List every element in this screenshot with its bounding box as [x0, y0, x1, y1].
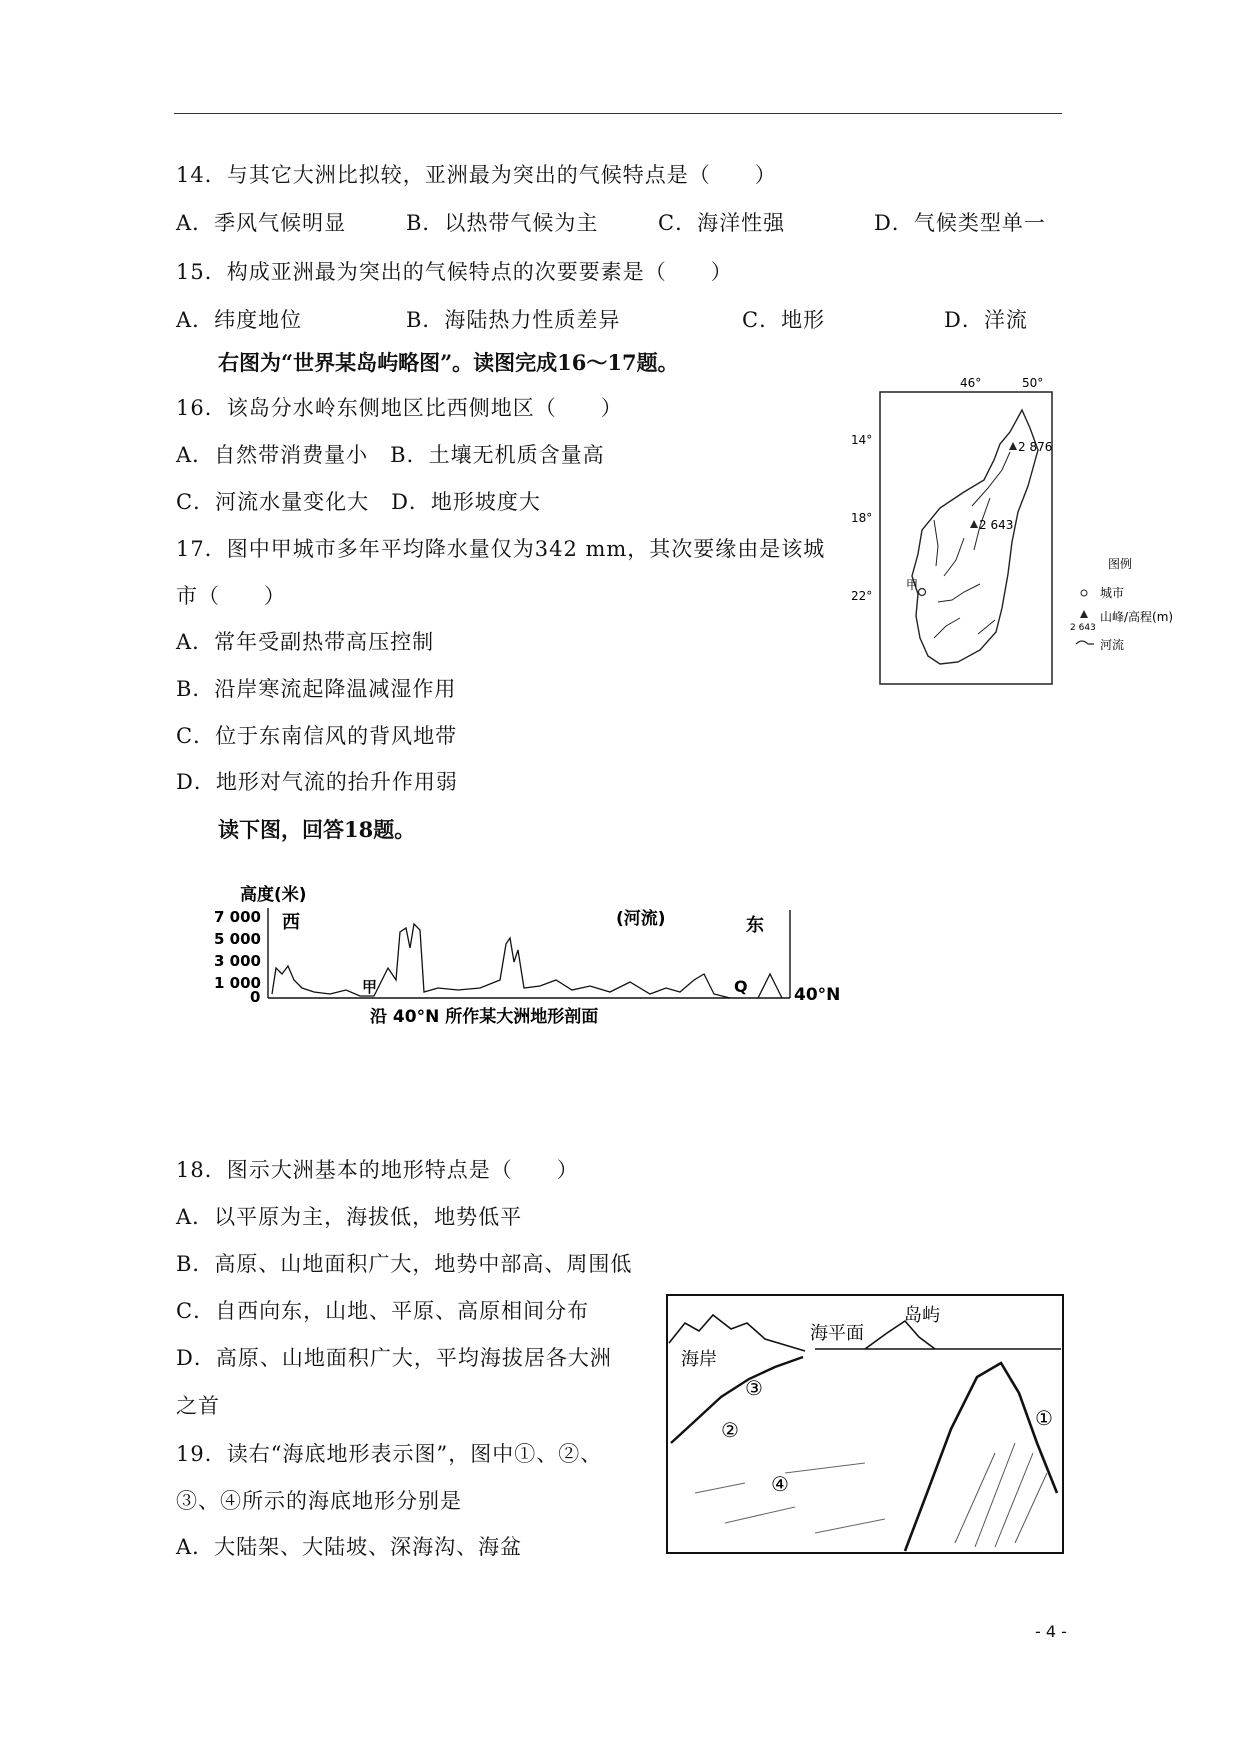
intro-16-17: 右图为“世界某岛屿略图”。读图完成16～17题。	[218, 350, 679, 375]
q19-stem-line1: 19．读右“海底地形表示图”，图中①、②、	[176, 1442, 603, 1466]
q15-option-d: D．洋流	[944, 308, 1028, 332]
terrain-profile-line	[272, 924, 730, 998]
q17-option-b: B．沿岸寒流起降温减湿作用	[176, 677, 457, 701]
lat-label-18: 18°	[851, 511, 873, 525]
intro-18: 读下图，回答18题。	[218, 817, 416, 842]
profile-caption: 沿 40°N 所作某大洲地形剖面	[370, 1007, 599, 1027]
lat-label-22: 22°	[851, 589, 873, 603]
island-map-figure	[851, 370, 1174, 690]
peak-1-marker	[1009, 442, 1017, 450]
peak-2-elev: 2 643	[979, 518, 1014, 532]
city-jia-marker	[919, 589, 926, 596]
q15-option-a: A．纬度地位	[176, 308, 303, 332]
marker-1: ①	[1035, 1406, 1053, 1430]
q14-option-c: C．海洋性强	[658, 211, 786, 235]
q18-option-a: A．以平原为主，海拔低，地势低平	[176, 1205, 523, 1229]
q16-options-cd: C．河流水量变化大 D．地形坡度大	[176, 490, 541, 514]
q18-option-c: C．自西向东，山地、平原、高原相间分布	[176, 1299, 590, 1323]
terrain-profile-figure	[210, 870, 860, 1027]
q14-option-b: B．以热带气候为主	[406, 211, 599, 235]
river-4	[938, 584, 980, 602]
q14-stem: 14．与其它大洲比拟较，亚洲最为突出的气候特点是（ ）	[176, 163, 777, 187]
q17-stem-line1: 17．图中甲城市多年平均降水量仅为342 mm，其次要缘由是该城	[176, 537, 826, 561]
lat-label-14: 14°	[851, 433, 873, 447]
map-frame	[880, 392, 1052, 684]
q15-option-c: C．地形	[742, 308, 826, 332]
legend-peak-label: 山峰/高程(m)	[1100, 610, 1174, 624]
q15-option-b: B．海陆热力性质差异	[406, 308, 621, 332]
q19-stem-line2: ③、④所示的海底地形分别是	[176, 1489, 462, 1513]
lon-label-46: 46°	[960, 376, 982, 390]
lon-label-50: 50°	[1022, 376, 1044, 390]
river-6	[934, 520, 938, 566]
sea-level-label: 海平面	[810, 1323, 864, 1344]
legend-peak-icon	[1080, 610, 1088, 618]
q16-stem: 16．该岛分水岭东侧地区比西侧地区（ ）	[176, 396, 623, 420]
island-label: 岛屿	[904, 1305, 940, 1326]
peak-1-elev: 2 876	[1018, 440, 1053, 454]
q17-option-a: A．常年受副热带高压控制	[176, 630, 435, 654]
legend-river-label: 河流	[1100, 638, 1125, 652]
profile-river-label: (河流)	[616, 909, 666, 929]
q15-stem: 15．构成亚洲最为突出的气候特点的次要要素是（ ）	[176, 260, 733, 284]
q16-options-ab: A．自然带消费量小 B．土壤无机质含量高	[176, 443, 605, 467]
coast-label: 海岸	[681, 1349, 717, 1370]
profile-ylabel: 高度(米)	[240, 885, 307, 905]
terrain-east-peak	[758, 974, 782, 998]
legend-city-label: 城市	[1100, 586, 1125, 600]
ytick-5000: 5 000	[214, 930, 261, 948]
profile-west-label: 西	[282, 912, 300, 933]
q18-option-d-line1: D．高原、山地面积广大，平均海拔居各大洲	[176, 1346, 612, 1370]
river-7	[978, 620, 995, 634]
legend-city-icon	[1081, 590, 1087, 596]
q17-stem-line2: 市（ ）	[176, 584, 286, 608]
q14-option-a: A．季风气候明显	[176, 211, 347, 235]
profile-east-label: 东	[746, 915, 764, 936]
city-jia-label: 甲	[906, 578, 919, 592]
profile-q-label: Q	[734, 977, 748, 996]
marker-2: ②	[721, 1418, 739, 1442]
q19-option-a: A．大陆架、大陆坡、深海沟、海盆	[176, 1535, 523, 1559]
profile-lat-label: 40°N	[794, 985, 841, 1005]
q14-option-d: D．气候类型单一	[874, 211, 1046, 235]
legend-title: 图例	[1108, 557, 1133, 571]
river-5	[934, 618, 960, 638]
q17-option-d: D．地形对气流的抬升作用弱	[176, 770, 458, 794]
profile-jia-label: 甲	[362, 978, 378, 996]
ytick-0: 0	[250, 988, 261, 1006]
seafloor-diagram	[665, 1293, 1065, 1557]
legend-river-icon	[1076, 641, 1094, 644]
ytick-1000: 1 000	[214, 974, 261, 992]
q18-stem: 18．图示大洲基本的地形特点是（ ）	[176, 1158, 579, 1182]
river-1	[972, 452, 1010, 506]
q18-option-d-line2: 之首	[176, 1394, 220, 1418]
header-rule	[174, 113, 1062, 114]
legend-peak-elev: 2 643	[1070, 623, 1096, 633]
peak-2-marker	[970, 520, 978, 528]
river-3	[944, 538, 964, 576]
q18-option-b: B．高原、山地面积广大，地势中部高、周围低	[176, 1252, 633, 1276]
ytick-3000: 3 000	[214, 952, 261, 970]
marker-4: ④	[771, 1472, 789, 1496]
marker-3: ③	[745, 1376, 763, 1400]
q17-option-c: C．位于东南信风的背风地带	[176, 724, 458, 748]
page-number: - 4 -	[1035, 1622, 1067, 1641]
ytick-7000: 7 000	[214, 908, 261, 926]
